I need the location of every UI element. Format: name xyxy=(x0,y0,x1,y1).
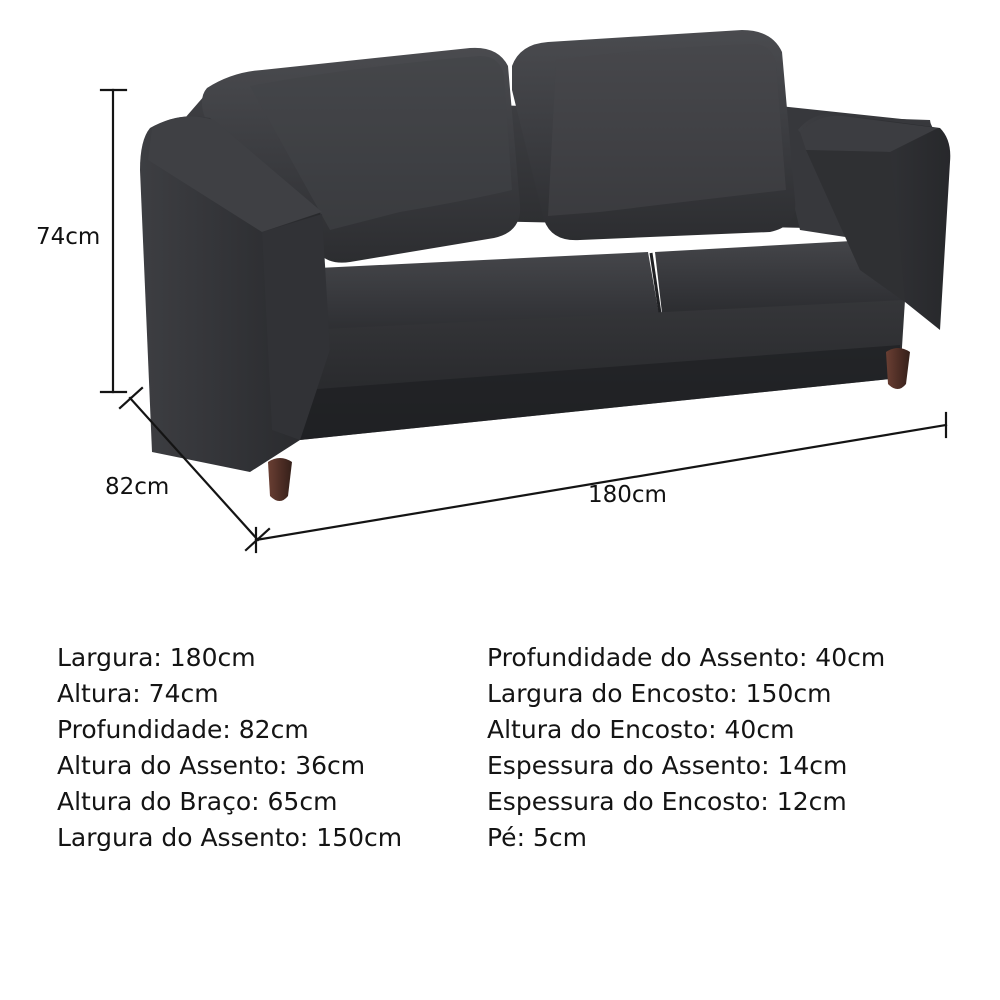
specs-column-left xyxy=(57,640,477,856)
spec-item: Largura do Encosto: 150cm xyxy=(487,679,832,708)
specs-column-right xyxy=(487,640,967,856)
spec-item: Largura: 180cm xyxy=(57,643,256,672)
spec-item: Altura: 74cm xyxy=(57,679,219,708)
sofa-body xyxy=(140,30,950,501)
specifications xyxy=(0,640,1000,856)
sofa-leg-back-right xyxy=(886,348,910,389)
spec-item: Altura do Braço: 65cm xyxy=(57,787,338,816)
spec-item: Espessura do Assento: 14cm xyxy=(487,751,848,780)
spec-item: Profundidade: 82cm xyxy=(57,715,309,744)
spec-item: Largura do Assento: 150cm xyxy=(57,823,403,852)
spec-item: Espessura do Encosto: 12cm xyxy=(487,787,847,816)
spec-item: Altura do Encosto: 40cm xyxy=(487,715,795,744)
back-cushion-right-highlight xyxy=(548,44,786,216)
dimension-label-width: 180cm xyxy=(588,482,667,508)
dimension-height xyxy=(101,90,126,392)
spec-item: Profundidade do Assento: 40cm xyxy=(487,643,886,672)
dimension-label-height: 74cm xyxy=(36,224,101,250)
spec-item: Altura do Assento: 36cm xyxy=(57,751,366,780)
dimension-label-depth: 82cm xyxy=(105,474,170,500)
sofa-leg-front-left xyxy=(268,458,292,501)
spec-item: Pé: 5cm xyxy=(487,823,587,852)
